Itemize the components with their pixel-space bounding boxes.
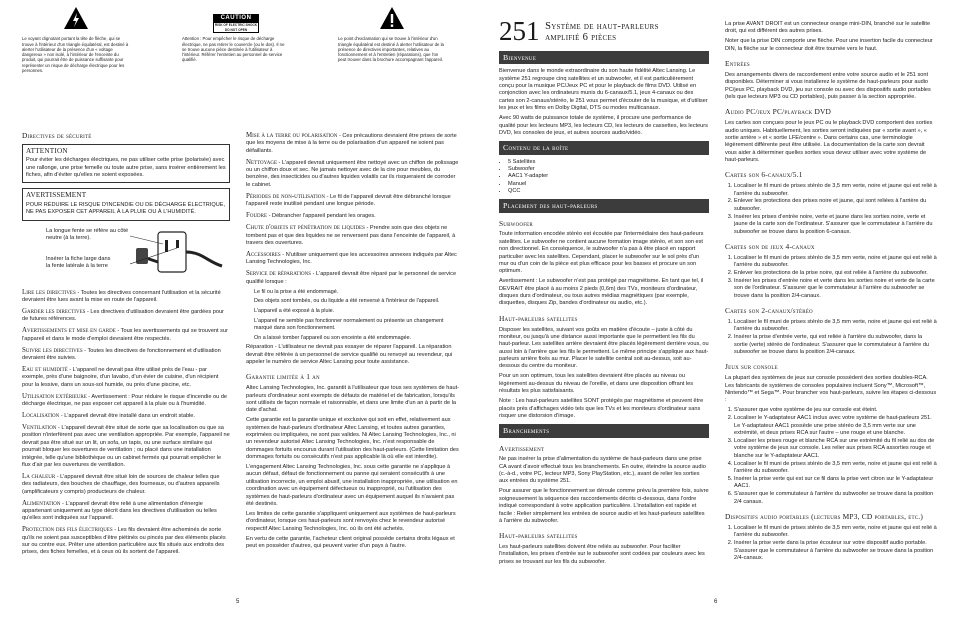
repair-condition: Le fil ou la prise a été endommagé.	[254, 288, 339, 295]
list-item: 3. Insérer les prises d'entrée noire et verte dans les sorties noire et verte de la carte son de l'ordinateur. S'assurer que le commutateur à l'arrière du subwoofer se trouve dans la position 2/4-canaux.	[734, 278, 937, 300]
list-item: • Subwoofer	[508, 166, 709, 173]
cartes6-steps	[725, 183, 937, 236]
safety-item: Mise à la terre ou polarisation - Ces précautions devraient être prises de sorte que les moyens de mise à la terre ou de polarisation d'un appareil ne soient pas défaillants.	[246, 132, 457, 154]
repair-note: Réparation - L'utilisateur ne devrait pas essayer de réparer l'appareil. La réparation devrait être référée à un personnel de service qualifié ou renvoyé au revendeur, qui appeler le numéro de service Altec Lansing pour toute assistance.	[246, 344, 453, 365]
satellites-paragraph: Note : Les haut-parleurs satellites SONT protégés par magnétisme et peuvent être placés près d'affichages vidéo tels que les TVs et les moniteurs d'ordinateur sans risquer une distorsion d'image.	[499, 398, 704, 419]
caution-label-subtitle: RISK OF ELECTRIC SHOCK DO NOT OPEN	[214, 23, 258, 32]
bienvenue-paragraph: Avec 90 watts de puissance totale de système, il procure une performance de qualité pour les lecteurs MP3, les lecteurs CD, les lecteurs de cassettes, les lecteurs DVD, les consoles de jeux, et autres sources audio/vidéo.	[499, 115, 708, 136]
list-item: • 5 Satellites	[508, 159, 709, 166]
warranty-paragraph: Cette garantie est la garantie unique et exclusive qui soit en effet, relativement aux systèmes de haut-parleurs d'ordinateur Altec Lansing, et toutes autres garanties, exprimées ou impliquées, ne sont pas valides. Ni Altec Lansing Technologies, Inc., ni un revendeur autorisé Altec Lansing Technologies, Inc. n'est responsable de dommages fortuits encourus durant l'utilisation des haut-parleurs. (Cette limitation des dommages fortuits ou consécutifs n'est pas applicable là où elle est interdite).	[246, 417, 459, 461]
list-item: 6. S'assurer que le commutateur à l'arrière du subwoofer se trouve dans la position 2/4 canaux.	[734, 491, 937, 506]
right-page	[477, 0, 954, 618]
right-column-1	[499, 18, 709, 569]
audio-pc-paragraph: Les cartes son conçues pour le jeux PC ou le playback DVD comportent des sorties audio uniques. Habituellement, les sorties seront indiquées par « sortie avant », « sortie arrière » et « sortie LFE/centre ». Dans certains cas, une terminologie légèrement différente peut être utilisée. La documentation de la carte son devrait vous aider à déterminer quelles sorties vous devez utiliser avec votre système de haut-parleurs.	[725, 120, 933, 163]
repair-conditions	[246, 289, 460, 342]
entrees-heading: Entrées	[725, 59, 750, 69]
title-line-1: Système de haut-parleurs	[545, 21, 659, 32]
list-item: • Manuel	[508, 181, 709, 188]
warning-caution	[182, 6, 290, 63]
avertissement-box	[22, 188, 230, 220]
hp-satellites-heading: Haut-parleurs satellites	[499, 531, 578, 541]
plug-diagram	[22, 226, 230, 288]
section-bar-placement: Placement des haut-parleurs	[499, 199, 709, 212]
safety-item: Suivre les directives - Toutes les directives de fonctionnement et d'utilisation devraient être suivies.	[22, 346, 221, 362]
safety-item: Alimentation - L'appareil devrait être relié à une alimentation d'énergie appartenant uniquement au type décrit dans les directives d'utilisation ou telles qu'elles sont indiquées sur l'appareil.	[22, 499, 217, 522]
cartes2-steps	[725, 319, 937, 356]
console-heading: Jeux sur console	[725, 362, 778, 372]
list-item: 4. Localiser le fil muni de prises stéréo de 3,5 mm verte, noire et jaune qui est relié à l'arrière du subwoofer.	[734, 461, 937, 476]
cartes2-heading: Cartes son 2-canaux/stéréo	[725, 306, 813, 316]
section-bar-contenu: Contenu de la boîte	[499, 141, 709, 154]
section-bar-branchements: Branchements	[499, 424, 709, 437]
safety-item: Eau et humidité - L'appareil ne devrait pas être utilisé près de l'eau - par exemple, près d'une baignoire, d'un lavabo, d'un évier de cuisine, d'un récipient pour la lessive, dans un sous-sol humide, ou près d'une piscine, etc.	[22, 366, 219, 388]
cartes4-steps	[725, 255, 937, 300]
list-item: 2. Enlever les protections de la prise noire, qui est reliée à l'arrière du subwoofer.	[734, 270, 937, 277]
safety-item: Garder les directives - Les directives d'utilisation devraient être gardées pour de futures références.	[22, 307, 224, 323]
safety-item: La chaleur - L'appareil devrait être situé loin de sources de chaleur telles que des radiateurs, des bouches de chauffage, des fourneaux, ou d'autres appareils (amplificateurs y compris) producteurs de chaleur.	[22, 472, 220, 495]
list-item: • AAC1 Y-adapter	[508, 173, 709, 180]
cartes6-heading: Cartes son 6-canaux/5.1	[725, 170, 803, 180]
warning-exclamation	[338, 6, 446, 63]
hp-satellites-paragraph: Les haut-parleurs satellites doivent être reliés au subwoofer. Pour faciliter l'installation, les prises d'entrée sur le subwoofer sont codées par couleurs avec les prises se trouvant sur les fils du subwoofer.	[499, 544, 705, 565]
repair-condition: L'appareil a été exposé à la pluie.	[254, 307, 335, 314]
list-item: 2. Insérer la prise d'entrée verte, qui est reliée à l'arrière du subwoofer, dans la sortie (verte) stéréo de l'ordinateur. S'assurer que le commutateur à l'arrière du subwoofer se trouve dans la position 2/4-canaux.	[734, 334, 937, 356]
warning-caution-text: Attention : Pour empêcher le risque de décharge électrique, ne pas retirer le couvercle (ou le dos). Il ne se trouve aucune pièce destinée à l'utilisateur à l'intérieur. Référer l'entretien au personnel de service qualifié.	[182, 36, 285, 63]
list-item: • QCC	[508, 188, 709, 195]
branch-warning-heading: Avertissement	[499, 443, 545, 453]
list-item: 3. Insérer les prises d'entrée noire, verte et jaune dans les sorties noire, verte et jaune de la carte son de l'ordinateur. S'assurer que le commutateur à l'arrière du subwoofer se trouve dans la position 6-canaux.	[734, 214, 937, 236]
satellites-paragraph: Disposer les satellites, suivant vos goûts en matière d'écoute – juste à côté du moniteur, ou jusqu'à une distance aussi importante que le permettent les fils du haut-parleur. Les satellites arrière devraient être placés légèrement derrière vous, ou aussi loin à l'arrière que les fils le permettent. Le même principe s'applique aux haut-parleurs arrière fixés au mur. Placer le satellite central soit au-dessus, soit au-dessous du centre du moniteur.	[499, 326, 709, 370]
entrees-paragraph: Des arrangements divers de raccordement entre votre source audio et le 251 sont disponibles. Déterminer si vous installerez le système de haut-parleurs pour audio PC/jeux PC, playback DVD, jeu sur console ou avec des dispositifs audio portables (tels que lecteurs MP3 ou CD portables), puis passer à la section appropriée.	[725, 71, 931, 100]
bienvenue-paragraph: Bienvenue dans le monde extraordinaire du son haute fidélité Altec Lansing. Le système 251 regroupe cinq satellites et un subwoofer, et il est particulièrement conçu pour la musique PC/Jeux PC et pour le playback de films DVD. Utilisé en conjonction avec les ordinateurs munis du 6-canaux/5.1, jeux 4-canaux ou des cartes son 2-canaux/stéréo, le 251 vous permet d'écouter de la musique, et d'utiliser les jeux et les films en Dolby Digital, DTS ou modes multicanaux.	[499, 68, 708, 112]
list-item: 1. Localiser le fil muni de prises stéréo de 3,5 mm verte, noire et jaune qui est relié à l'arrière du subwoofer.	[734, 255, 937, 270]
repair-condition: Des objets sont tombés, ou du liquide a été renversé à l'intérieur de l'appareil.	[254, 298, 440, 305]
safety-item: Foudre - Débrancher l'appareil pendant les orages.	[246, 212, 376, 220]
safety-item: Utilisation extérieure - Avertissement : Pour réduire le risque d'incendie ou de décharge électrique, ne pas exposer cet appareil à la pluie ou à l'humidité.	[22, 392, 228, 408]
safety-list-col1	[22, 288, 230, 557]
avertissement-text: POUR RÉDUIRE LE RISQUE D'INCENDIE OU DE DÉCHARGE ÉLECTRIQUE, NE PAS EXPOSER CET APPAREIL À LA PLUIE OU À L'HUMIDITÉ.	[26, 201, 226, 216]
attention-title: ATTENTION	[26, 146, 68, 155]
audio-pc-heading: Audio PC/jeux PC/playback DVD	[725, 107, 832, 117]
polarized-plug-icon	[130, 226, 230, 288]
portable-heading: Dispositifs audio portables (lecteurs MP3, CD portables, etc.)	[725, 512, 924, 522]
caution-label-icon	[213, 14, 259, 33]
warranty-paragraph: L'engagement Altec Lansing Technologies, Inc. sous cette garantie ne s'applique à aucun défaut, défaut de fonctionnement ou panne qui seraient consécutifs à une utilisation incorrecte, un emploi abusif, une installation inappropriée, une utilisation en coordination avec un équipement défectueux ou inapproprié, ou l'utilisation des systèmes de haut-parleurs d'ordinateur avec un équipement auquel ils n'avaient pas été destinés.	[246, 464, 458, 507]
subwoofer-paragraph: Toute information encodée stéréo est écoutée par l'intermédiaire des haut-parleurs satellites. Le subwoofer ne contient aucune formation image stéréo, et son son est non directionnel. En conséquence, le subwoofer n'a pas à être placé en rapport particulier avec les satellites. Cependant, placer le subwoofer sur le sol près d'un mur ou d'un coin de la pièce est plus efficace pour les basses et procure un son optimum.	[499, 231, 704, 275]
title-line-2: amplifié 6 pièces	[545, 32, 617, 44]
safety-item: Localisation - L'appareil devrait être installé dans un endroit stable.	[22, 412, 195, 420]
subwoofer-heading: Subwoofer	[499, 218, 533, 228]
portable-steps	[725, 525, 937, 562]
lightning-triangle-icon	[63, 6, 89, 30]
safety-item: Accessoires - N'utiliser uniquement que les accessoires annexes indiqués par Altec Lansing Technologies, Inc.	[246, 250, 457, 266]
warranty-paragraph: En vertu de cette garantie, l'acheteur client original possède certains droits légaux et peut en posséder d'autres, qui peuvent varier d'un pays à l'autre.	[246, 535, 455, 550]
safety-item: Protection des fils électriques - Les fils devraient être acheminés de sorte qu'ils ne soient pas susceptibles d'être piétinés ou pincés par des éléments placés sur ou contre eux. Prêter une attention particulière aux fils situés aux endroits des prises, des fiches femelles, et à ceux où ils sortent de l'appareil.	[22, 526, 226, 556]
page-title	[499, 18, 709, 45]
list-item: 1. Localiser le fil muni de prises stéréo de 3,5 mm verte, noire et jaune qui est relié à l'arrière du subwoofer.	[734, 319, 937, 334]
repair-condition: L'appareil ne semble pas fonctionner normalement ou présente un changement marqué dans son fonctionnement.	[254, 317, 444, 331]
warranty-paragraph: Les limites de cette garantie s'appliquent uniquement aux systèmes de haut-parleurs d'ordinateur, lorsque ces haut-parleurs sont renvoyés chez le revendeur autorisé respectif Altec Lansing Technologies, Inc. où ils ont été achetés.	[246, 510, 456, 532]
safety-item: Avertissements et mise en garde - Tous les avertissements qui se trouvent sur l'appareil et dans le mode d'emploi devraient être respectés.	[22, 327, 228, 342]
satellites-paragraph: Pour un son optimum, tous les satellites devraient être placés au niveau ou légèrement au-dessus du niveau de l'oreille, et dans une disposition offrant les résultats les plus satisfaisants.	[499, 373, 694, 395]
list-item: 1. S'assurer que votre système de jeu sur console est éteint.	[734, 407, 937, 414]
safety-item: Chute d'objets et pénétration de liquides - Prendre soin que des objets ne tombent pas et que des liquides ne se renversent pas dans l'enceinte de l'appareil, à travers des ouvertures.	[246, 224, 456, 246]
safety-item: Ventilation - L'appareil devrait être situé de sorte que sa localisation ou que sa position n'interfèrent pas avec une ventilation appropriée. Par exemple, l'appareil ne devrait pas être situé sur un lit, un sofa, un tapis, ou une surface similaire qui pourrait bloquer les ouvertures de ventilation ; ou placé dans une installation intégrée, telle qu'une bibliothèque ou un cabinet fermés qui pourrait empêcher le flux d'air par les ouvertures de ventilation.	[22, 424, 230, 468]
safety-heading: Directives de sécurité	[22, 131, 92, 140]
left-column-1	[22, 131, 230, 559]
cartes4-heading: Cartes son de jeux 4-canaux	[725, 241, 815, 251]
list-item: 1. Localiser le fil muni de prises stéréo de 3,5 mm verte, noire et jaune qui est relié à l'arrière du subwoofer.	[734, 525, 937, 540]
page-number-left: 5	[236, 599, 240, 605]
list-item: 1. Localiser le fil muni de prises stéréo de 3,5 mm verte, noire et jaune qui est relié à l'arrière du subwoofer.	[734, 183, 937, 198]
console-steps	[725, 407, 937, 506]
avertissement-title: AVERTISSEMENT	[26, 191, 87, 200]
list-item: 2. Insérer la prise verte dans la prise écouteur sur votre dispositif audio portable. S'assurer que le commutateur à l'arrière du subwoofer se trouve dans la position 2/4-canaux.	[734, 540, 937, 562]
section-bar-bienvenue: Bienvenue	[499, 51, 709, 64]
console-paragraph: La plupart des systèmes de jeux sur console possèdent des sorties doubles-RCA. Les fabricants de systèmes de consoles populaires incluent Sony™, Microsoft™, Nintendo™ et Sega™. Pour brancher vos haut-parleurs, suivre les étapes ci-dessous :	[725, 375, 937, 404]
warning-symbols-row	[0, 6, 477, 96]
list-item: 2. Localiser le Y-adaptateur AAC1 inclus avec votre système de haut-parleurs 251. Le Y-adaptateur AAC1 possède une prise stéréo de 3,5 mm verte sur une extrémité, et deux prises RCA sur l'autre – une rouge et une blanche.	[734, 415, 937, 437]
box-contents-list	[499, 159, 709, 196]
branch-warning-paragraph: Ne pas insérer la prise d'alimentation du système de haut-parleurs dans une prise CA avant d'avoir effectué tous les branchements. En outre, éteindre la source audio (c.-à-d., votre PC, lecteur MP3, Sony PlayStation, etc.), avant de relier les sorties aux entrées du système 251.	[499, 456, 706, 485]
branch-warning-paragraph: Pour assurer que le fonctionnement se déroule comme prévu la première fois, suivre soigneusement la séquence des raccordements décrits ci-dessous, dans l'ordre indiqué correspondant à votre application particulière. L'installation est rapide et facile : Relier simplement les entrées de source audio et les haut-parleurs satellites à l'arrière du subwoofer.	[499, 488, 709, 524]
din-paragraph: Noter que la prise DIN comporte une flèche. Pour une insertion facile du connecteur DIN, la flèche sur le connecteur doit être tournée vers le haut.	[725, 38, 933, 52]
warning-lightning	[22, 6, 130, 73]
repair-condition: On a laissé tomber l'appareil ou son enceinte a été endommagée.	[254, 334, 412, 341]
safety-item: Lire les directives - Toutes les directives concernant l'utilisation et la sécurité devraient être lues avant la mise en route de l'appareil.	[22, 288, 221, 304]
right-column-2	[725, 21, 937, 565]
caution-label-title: CAUTION	[214, 15, 258, 23]
model-number: 251	[499, 16, 540, 46]
din-paragraph: La prise AVANT DROIT est un connecteur orange mini-DIN, branché sur le satellite droit, qui est différent des autres prises.	[725, 21, 931, 35]
attention-text: Pour éviter les décharges électriques, ne pas utiliser cette prise (polarisée) avec une rallonge, une prise femelle ou toute autre prise, sans insérer entièrement les fiches, afin d'éviter qu'elles ne soient exposées.	[26, 157, 226, 179]
warranty-paragraph: Altec Lansing Technologies, Inc. garantit à l'utilisateur que tous ses systèmes de haut-parleurs d'ordinateur sont exempts de défauts de matériel et de fabrication, lorsqu'ils sont utilisés de façon normale et raisonnable, et dans une limite d'un an à partir de la date d'achat.	[246, 385, 460, 414]
left-column-2	[246, 131, 460, 553]
safety-item: Nettoyage - L'appareil devrait uniquement être nettoyé avec un chiffon de polissage ou un chiffon doux et sec. Ne jamais nettoyer avec de la cire pour meubles, du benzène, des insecticides ou d'autres liquides volatils car ils risqueraient de corroder le cabinet.	[246, 158, 459, 188]
subwoofer-paragraph: Avertissement : Le subwoofer n'est pas protégé par magnétisme. En tant que tel, il DEVRAIT être placé à au moins 2 pieds (0,6m) des TVs, moniteurs d'ordinateur, disques durs d'ordinateur, ou tous autres médias magnétiques (par exemple, disquettes, disques Zip, bandes d'ordinateur ou audio, etc.).	[499, 278, 704, 307]
satellites-heading: Haut-parleurs satellites	[499, 313, 578, 323]
list-item: 5. Insérer la prise verte qui est sur ce fil dans la prise vert citron sur le Y-adaptateur AAC1.	[734, 476, 937, 491]
list-item: 3. Localiser les prises rouge et blanche RCA sur une extrémité du fil relié au dos de votre système de jeux sur console. Les relier aux prises RCA assorties rouge et blanche sur le Y-adaptateur AAC1.	[734, 438, 937, 460]
list-item: 2. Enlever les protections des prises noire et jaune, qui sont reliées à l'arrière du subwoofer.	[734, 198, 937, 213]
safety-item: Périodes de non-utilisation - Le fil de l'appareil devrait être débranché lorsque l'appareil reste inutilisé pendant une longue période.	[246, 192, 451, 208]
plug-caption-ground: Insérer la fiche large dans la fente latérale à la terre	[46, 255, 111, 270]
page-number-right: 6	[714, 599, 718, 605]
warning-lightning-text: Le voyant clignotant portant la tête de flèche, qui se trouve à l'intérieur d'un triangle équilatéral, est destiné à alerter l'utilisateur de la présence d'un « voltage dangereux » non isolé, à l'intérieur de l'enceinte du produit, qui pourrait être de puissance suffisante pour représenter un risque de décharge électrique pour les personnes.	[22, 36, 129, 73]
safety-item: Service de réparations - L'appareil devrait être réparé par le personnel de service qualifié lorsque :	[246, 270, 457, 285]
warning-exclamation-text: Le point d'exclamation qui se trouve à l'intérieur d'un triangle équilatéral est destiné à alerter l'utilisateur de la présence de directives importantes, relatives au fonctionnement et à l'entretien (réparations), que l'on peut trouver dans la brochure accompagnant l'appareil.	[338, 36, 444, 63]
warranty-heading: Garantie limitée à 1 an	[246, 372, 320, 382]
attention-box	[22, 144, 230, 184]
plug-caption-neutral: La longue fente se référe au côté neutre (à la terre).	[46, 227, 129, 242]
exclamation-triangle-icon	[379, 6, 405, 30]
